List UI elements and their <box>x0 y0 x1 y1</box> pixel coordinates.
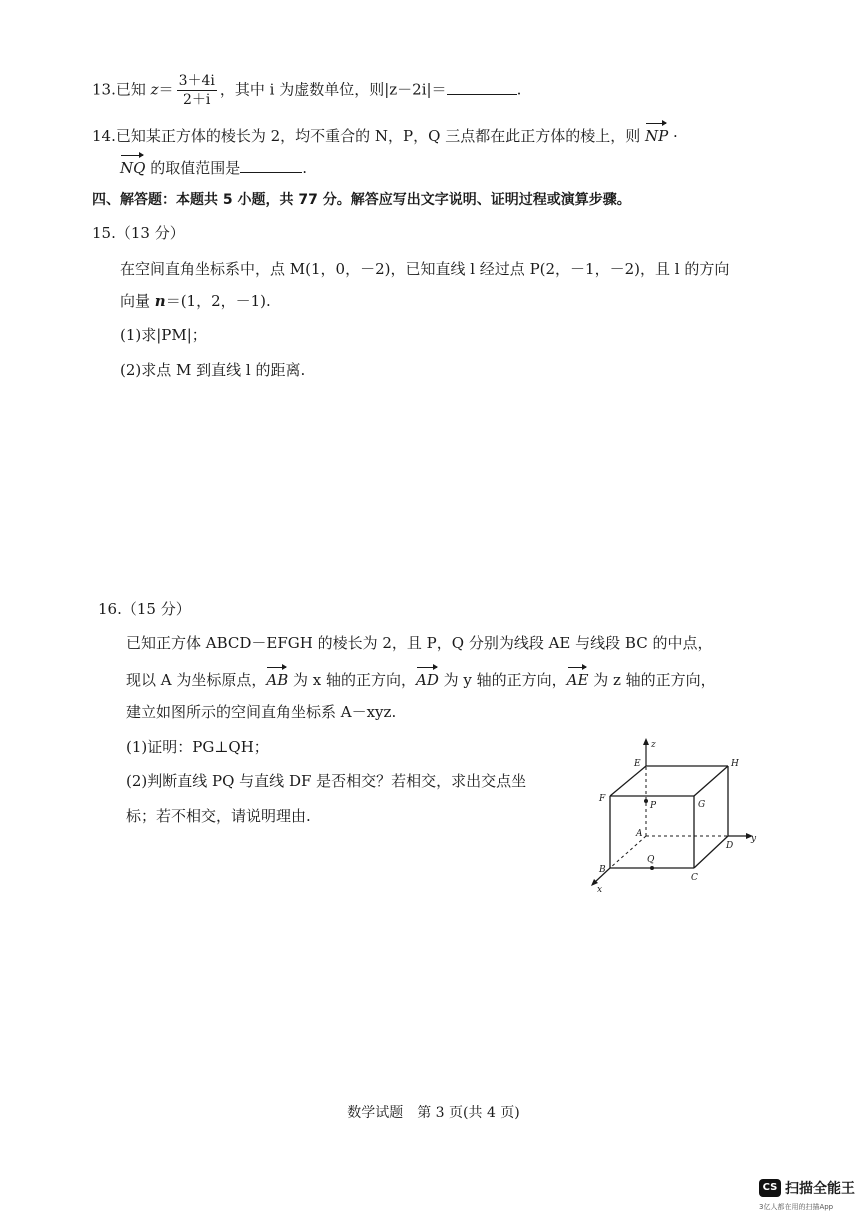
question-16-line-2: 现以 A 为坐标原点，AB 为 x 轴的正方向，AD 为 y 轴的正方向，AE 为 z 轴的正方向， <box>126 666 716 691</box>
answer-blank <box>447 80 517 95</box>
question-14-line-2: NQ 的取值范围是 . <box>120 154 307 179</box>
question-16-header: 16.（15 分） <box>98 600 191 618</box>
cube-figure <box>580 730 760 900</box>
point-q <box>650 866 654 870</box>
label-a: A <box>636 829 643 839</box>
question-16-line-3: 建立如图所示的空间直角坐标系 A－xyz. <box>126 703 397 721</box>
question-16-line-1: 已知正方体 ABCD－EFGH 的棱长为 2，且 P，Q 分别为线段 AE 与线段 BC 的中点， <box>126 634 713 652</box>
page-footer: 数学试题 第 3 页(共 4 页) <box>347 1105 520 1121</box>
label-e: E <box>634 759 641 769</box>
question-15-header: 15.（13 分） <box>92 224 185 242</box>
point-p <box>644 799 648 803</box>
scanner-watermark <box>759 1178 855 1212</box>
label-q: Q <box>647 855 655 865</box>
label-b: B <box>599 865 606 875</box>
edge-cd <box>694 836 728 868</box>
label-c: C <box>691 873 698 883</box>
edge-ab-hidden <box>610 836 646 868</box>
label-p: P <box>650 801 657 811</box>
label-g: G <box>698 800 706 810</box>
vector-ad: AD <box>416 666 439 691</box>
label-z: z <box>651 740 656 750</box>
question-15-line-2: 向量 n＝(1，2，－1). <box>120 292 271 310</box>
answer-blank <box>240 158 302 173</box>
vector-nq: NQ <box>120 154 145 179</box>
question-15-line-1: 在空间直角坐标系中，点 M(1，0，－2)，已知直线 l 经过点 P(2，－1，－2)，且 l 的方向 <box>120 260 730 278</box>
vector-ae: AE <box>567 666 589 691</box>
label-f: F <box>599 794 606 804</box>
scanner-name: 扫描全能王 <box>785 1181 855 1197</box>
question-13: 13.已知 z＝ $\frac{3+4i}{2+i}$ ，其中 i 为虚数单位，则|z－2i|＝ . <box>92 73 522 108</box>
fraction: $\frac{3+4i}{2+i}$ <box>178 73 215 108</box>
label-x: x <box>597 885 603 895</box>
label-d: D <box>726 841 734 851</box>
question-16-part-1: (1)证明：PG⊥QH； <box>126 738 269 756</box>
question-number: 13. <box>92 80 116 99</box>
edge-gh <box>694 766 728 796</box>
scanner-tagline: 3亿人都在用的扫描App <box>759 1203 834 1211</box>
question-15-part-1: (1)求|PM|； <box>120 326 207 344</box>
question-16-part-2-line-1: (2)判断直线 PQ 与直线 DF 是否相交？若相交，求出交点坐 <box>126 772 527 790</box>
vector-ab: AB <box>266 666 288 691</box>
label-y: y <box>751 834 757 844</box>
label-h: H <box>731 759 739 769</box>
question-16-part-2-line-2: 标；若不相交，请说明理由. <box>126 807 311 825</box>
scanner-logo-icon: CS <box>759 1179 781 1197</box>
section-heading: 四、解答题：本题共 5 小题，共 77 分。解答应写出文字说明、证明过程或演算步骤。 <box>92 192 631 208</box>
vector-np: NP <box>645 122 668 147</box>
z-axis-arrow <box>643 738 649 745</box>
question-15-part-2: (2)求点 M 到直线 l 的距离. <box>120 361 306 379</box>
edge-fe <box>610 766 646 796</box>
question-14-line-1: 14.已知某正方体的棱长为 2，均不重合的 N，P，Q 三点都在此正方体的棱上，则 NP · <box>92 122 678 147</box>
